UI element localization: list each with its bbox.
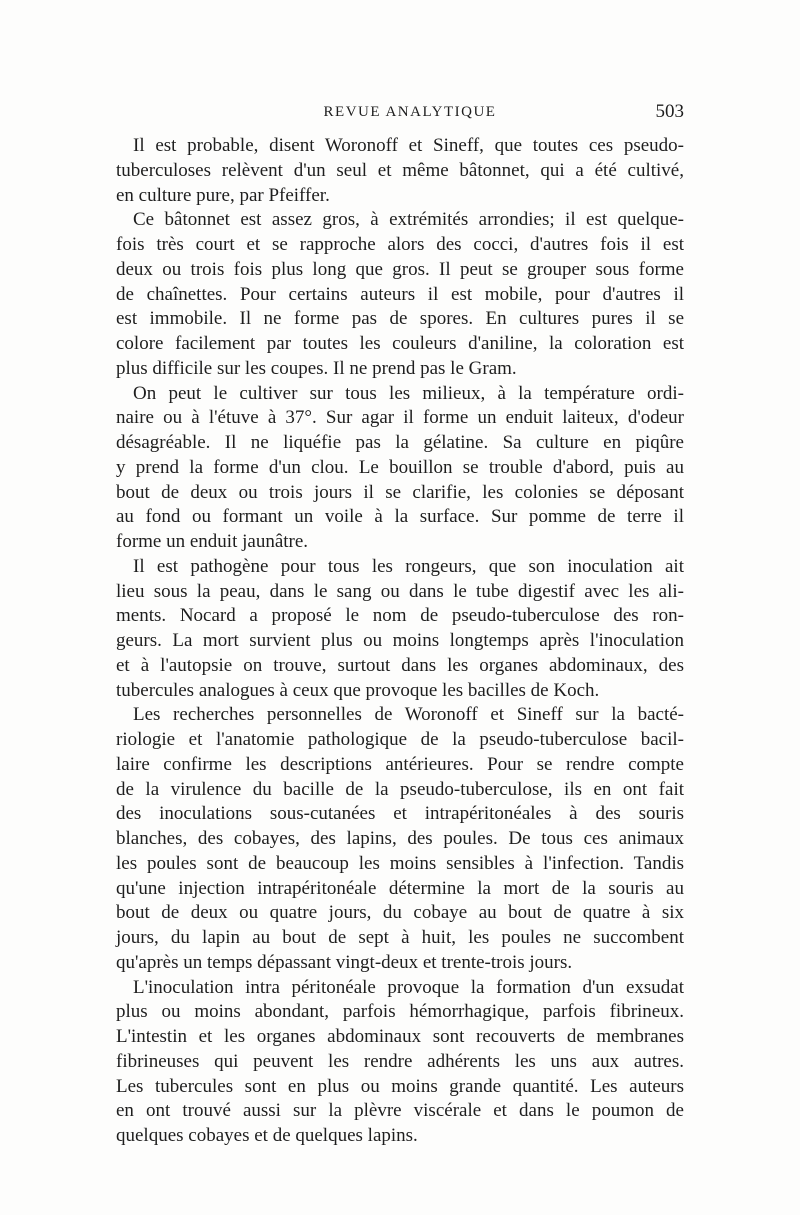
text-line: fois très court et se rapproche alors des cocci, d'autres fois il est xyxy=(116,234,684,255)
text-line: Les recherches personnelles de Woronoff et Sineff sur la bacté- xyxy=(133,704,684,726)
text-line: colore facilement par toutes les couleurs d'aniline, la coloration est xyxy=(116,333,684,354)
text-line: Ce bâtonnet est assez gros, à extrémités arrondies; il est quelque- xyxy=(133,209,684,231)
text-line: désagréable. Il ne liquéfie pas la gélatine. Sa culture en piqûre xyxy=(116,432,684,453)
text-line: qu'une injection intrapéritonéale détermine la mort de la souris au xyxy=(116,877,684,899)
text-line: Il est pathogène pour tous les rongeurs, que son inoculation ait xyxy=(133,555,684,577)
running-head: REVUE ANALYTIQUE xyxy=(323,104,497,120)
text-line: On peut le cultiver sur tous les milieux, à la température ordi- xyxy=(133,382,684,404)
text-line: de la virulence du bacille de la pseudo-tuberculose, ils en ont fait xyxy=(116,778,684,800)
text-line: les poules sont de beaucoup les moins sensibles à l'infection. Tandis xyxy=(116,852,684,874)
text-line: forme un enduit jaunâtre. xyxy=(116,531,309,552)
text-line: L'intestin et les organes abdominaux sont recouverts de membranes xyxy=(116,1026,684,1047)
text-line: au fond ou formant un voile à la surface. Sur pomme de terre il xyxy=(116,506,684,528)
page-number: 503 xyxy=(655,101,684,122)
text-line: jours, du lapin au bout de sept à huit, les poules ne succombent xyxy=(116,927,684,948)
body-text xyxy=(116,134,684,1149)
text-line: bout de deux ou trois jours il se clarifie, les colonies se déposant xyxy=(116,481,684,503)
text-line: quelques cobayes et de quelques lapins. xyxy=(116,1125,418,1146)
text-line: ments. Nocard a proposé le nom de pseudo-tuberculose des ron- xyxy=(116,605,684,627)
text-line: blanches, des cobayes, des lapins, des poules. De tous ces animaux xyxy=(116,828,684,849)
text-line: tuberculoses relèvent d'un seul et même bâtonnet, qui a été cultivé, xyxy=(116,159,684,181)
text-line: des inoculations sous-cutanées et intrapéritonéales à des souris xyxy=(116,803,684,825)
text-line: y prend la forme d'un clou. Le bouillon se trouble d'abord, puis au xyxy=(116,456,684,478)
text-line: de chaînettes. Pour certains auteurs il est mobile, pour d'autres il xyxy=(116,283,684,305)
text-line: tubercules analogues à ceux que provoque les bacilles de Koch. xyxy=(116,679,600,701)
text-line: riologie et l'anatomie pathologique de la pseudo-tuberculose bacil- xyxy=(116,729,684,750)
text-line: laire confirme les descriptions antérieures. Pour se rendre compte xyxy=(116,753,684,775)
text-line: en ont trouvé aussi sur la plèvre viscérale et dans le poumon de xyxy=(116,1100,684,1122)
text-line: qu'après un temps dépassant vingt-deux et trente-trois jours. xyxy=(116,951,573,973)
text-line: bout de deux ou quatre jours, du cobaye au bout de quatre à six xyxy=(116,902,684,924)
text-line: Il est probable, disent Woronoff et Sineff, que toutes ces pseudo- xyxy=(133,135,684,156)
text-line: deux ou trois fois plus long que gros. Il peut se grouper sous forme xyxy=(116,258,684,280)
text-line: en culture pure, par Pfeiffer. xyxy=(116,184,330,206)
text-line: geurs. La mort survient plus ou moins longtemps après l'inoculation xyxy=(116,630,684,651)
text-line: lieu sous la peau, dans le sang ou dans le tube digestif avec les ali- xyxy=(116,580,684,602)
page-header xyxy=(116,101,684,132)
text-line: plus ou moins abondant, parfois hémorrhagique, parfois fibrineux. xyxy=(116,1001,684,1023)
text-line: fibrineuses qui peuvent les rendre adhérents les uns aux autres. xyxy=(116,1050,684,1072)
text-line: Les tubercules sont en plus ou moins grande quantité. Les auteurs xyxy=(116,1075,684,1097)
text-line: et à l'autopsie on trouve, surtout dans les organes abdominaux, des xyxy=(116,654,684,676)
text-line: L'inoculation intra péritonéale provoque la formation d'un exsudat xyxy=(133,976,684,998)
text-line: plus difficile sur les coupes. Il ne prend pas le Gram. xyxy=(116,357,517,379)
text-line: est immobile. Il ne forme pas de spores. En cultures pures il se xyxy=(116,308,684,330)
text-line: naire ou à l'étuve à 37°. Sur agar il forme un enduit laiteux, d'odeur xyxy=(116,407,684,429)
